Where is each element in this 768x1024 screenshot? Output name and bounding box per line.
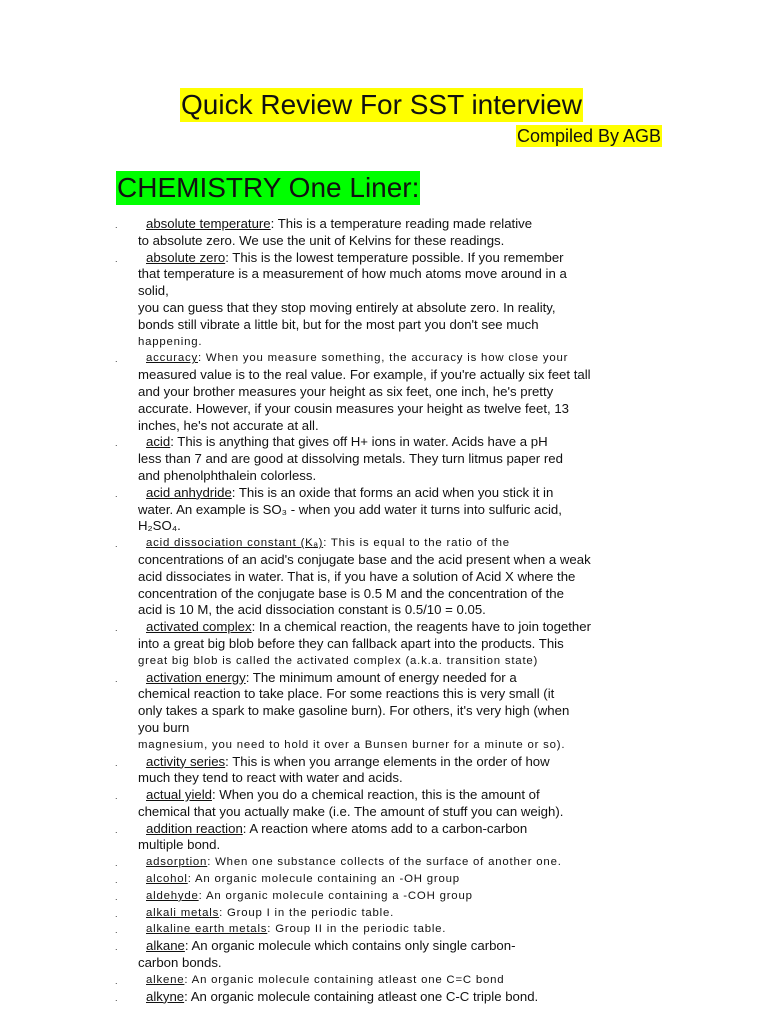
entry-continuation-line: into a great big blob before they can fallback apart into the products. This	[138, 635, 564, 651]
glossary-term: activated complex	[146, 619, 252, 635]
glossary-term: actual yield	[146, 787, 212, 803]
glossary-entry	[0, 250, 768, 351]
entry-continuation-line: bonds still vibrate a little bit, but for the most part you don't see much	[138, 316, 539, 332]
bullet-marker: .	[115, 875, 118, 886]
glossary-term: absolute zero	[146, 249, 226, 265]
glossary-term: alkaline earth metals	[146, 923, 268, 936]
glossary-entry	[0, 216, 768, 250]
glossary-definition: : Group I in the periodic table.	[219, 906, 395, 919]
glossary-term: addition reaction	[146, 820, 243, 836]
bullet-marker: .	[115, 858, 118, 869]
glossary-term: acid dissociation constant (Kₐ)	[146, 537, 324, 550]
entry-continuation-line: acid dissociates in water. That is, if you have a solution of Acid X where the	[138, 568, 576, 584]
bullet-marker: .	[115, 220, 118, 230]
bullet-marker: .	[115, 942, 118, 953]
bullet-marker: .	[115, 791, 118, 802]
entry-continuation-line: multiple bond.	[138, 837, 221, 853]
glossary-definition: : Group II in the periodic table.	[267, 923, 447, 936]
glossary-definition: : The minimum amount of energy needed for a	[245, 669, 517, 685]
glossary-entry	[0, 350, 768, 434]
glossary-entry	[0, 905, 768, 922]
bullet-marker: .	[115, 824, 118, 835]
document-subtitle: Compiled By AGB	[517, 126, 662, 146]
glossary-term: absolute temperature	[146, 216, 271, 231]
glossary-term: acid anhydride	[146, 484, 232, 500]
entry-continuation-line: you burn	[138, 719, 190, 735]
glossary-definition: : This is equal to the ratio of the	[323, 537, 510, 550]
entry-continuation-line: and phenolphthalein colorless.	[138, 467, 317, 483]
glossary-entry	[0, 670, 768, 754]
glossary-entry	[0, 888, 768, 905]
glossary-entry	[0, 921, 768, 938]
entry-continuation-line: you can guess that they stop moving entirely at absolute zero. In reality,	[138, 299, 556, 315]
entry-continuation-line: accurate. However, if your cousin measures your height as twelve feet, 13	[138, 400, 570, 416]
entry-continuation-line: chemical that you actually make (i.e. The amount of stuff you can weigh).	[138, 803, 564, 819]
entry-continuation-line: that temperature is a measurement of how much atoms move around in a	[138, 266, 567, 282]
glossary-term: accuracy	[146, 352, 198, 365]
glossary-definition: : When you do a chemical reaction, this is the amount of	[211, 787, 540, 803]
glossary-definition: : This is when you arrange elements in the order of how	[225, 753, 550, 769]
glossary-entry	[0, 972, 768, 989]
entry-continuation-line: to absolute zero. We use the unit of Kelvins for these readings.	[138, 232, 505, 248]
glossary-entry	[0, 787, 768, 821]
glossary-definition: : An organic molecule which contains only single carbon-	[184, 938, 516, 954]
entry-continuation-line: carbon bonds.	[138, 955, 222, 971]
glossary-term: alcohol	[146, 873, 188, 886]
entry-continuation-line: chemical reaction to take place. For some reactions this is very small (it	[138, 686, 555, 702]
entry-continuation-line: H₂SO₄.	[138, 518, 181, 534]
glossary-entry	[0, 821, 768, 855]
entry-continuation-line: acid is 10 M, the acid dissociation constant is 0.5/10 = 0.05.	[138, 602, 486, 618]
document-title: Quick Review For SST interview	[181, 89, 582, 120]
glossary-term: activation energy	[146, 669, 246, 685]
glossary-definition: : An organic molecule containing atleast one C=C bond	[184, 973, 505, 986]
glossary-term: acid	[146, 434, 171, 450]
glossary-definition: : This is anything that gives off H+ ions in water. Acids have a pH	[170, 434, 548, 450]
glossary-entry	[0, 434, 768, 484]
glossary-definition: : An organic molecule containing a -COH group	[198, 889, 473, 902]
glossary-entry	[0, 754, 768, 788]
entry-continuation-line: less than 7 and are good at dissolving metals. They turn litmus paper red	[138, 451, 563, 467]
bullet-marker: .	[115, 438, 118, 449]
glossary-definition: : When one substance collects of the surface of another one.	[207, 856, 562, 869]
glossary-entry	[0, 938, 768, 972]
glossary-term: alkene	[146, 973, 185, 986]
section-heading: CHEMISTRY One Liner:	[117, 172, 420, 203]
entry-continuation-line: measured value is to the real value. For example, if you're actually six feet tall	[138, 367, 591, 383]
entry-continuation-line: inches, he's not accurate at all.	[138, 417, 319, 433]
glossary-definition: : In a chemical reaction, the reagents have to join together	[251, 619, 591, 635]
glossary-definition: : When you measure something, the accuracy is how close your	[197, 352, 569, 365]
bullet-marker: .	[115, 975, 118, 986]
glossary-term: activity series	[146, 753, 226, 769]
entry-continuation-line: and your brother measures your height as six feet, one inch, he's pretty	[138, 383, 554, 399]
bullet-marker: .	[115, 891, 118, 902]
glossary-list	[0, 216, 768, 1005]
entry-continuation-line: great big blob is called the activated complex (a.k.a. transition state)	[138, 654, 539, 667]
glossary-definition: : An organic molecule containing atleast one C-C triple bond.	[184, 988, 539, 1004]
glossary-definition: : An organic molecule containing an -OH group	[187, 873, 460, 886]
bullet-marker: .	[115, 354, 118, 365]
glossary-entry	[0, 854, 768, 871]
entry-continuation-line: much they tend to react with water and acids.	[138, 770, 403, 786]
glossary-term: alkali metals	[146, 906, 220, 919]
glossary-entry	[0, 989, 768, 1006]
bullet-marker: .	[115, 488, 118, 499]
glossary-definition: : A reaction where atoms add to a carbon-carbon	[242, 820, 528, 836]
glossary-entry	[0, 485, 768, 535]
bullet-marker: .	[115, 925, 118, 936]
entry-continuation-line: happening.	[138, 335, 203, 348]
entry-continuation-line: solid,	[138, 283, 169, 299]
glossary-term: aldehyde	[146, 889, 199, 902]
entry-continuation-line: concentration of the conjugate base is 0.5 M and the concentration of the	[138, 585, 564, 601]
entry-continuation-line: only takes a spark to make gasoline burn). For others, it's very high (when	[138, 703, 570, 719]
entry-continuation-line: magnesium, you need to hold it over a Bunsen burner for a minute or so).	[138, 738, 566, 751]
glossary-entry	[0, 535, 768, 619]
glossary-entry	[0, 871, 768, 888]
bullet-marker: .	[115, 623, 118, 634]
glossary-definition: : This is a temperature reading made relative	[270, 216, 533, 231]
bullet-marker: .	[115, 908, 118, 919]
entry-continuation-line: water. An example is SO₃ - when you add water it turns into sulfuric acid,	[138, 501, 562, 517]
glossary-definition: : This is an oxide that forms an acid when you stick it in	[231, 484, 554, 500]
glossary-definition: : This is the lowest temperature possible. If you remember	[225, 249, 564, 265]
bullet-marker: .	[115, 757, 118, 768]
glossary-term: alkyne	[146, 988, 185, 1004]
bullet-marker: .	[115, 253, 118, 264]
glossary-entry	[0, 619, 768, 669]
bullet-marker: .	[115, 673, 118, 684]
entry-continuation-line: concentrations of an acid's conjugate base and the acid present when a weak	[138, 551, 591, 567]
glossary-term: alkane	[146, 938, 185, 954]
bullet-marker: .	[115, 992, 118, 1003]
bullet-marker: .	[115, 539, 118, 550]
glossary-term: adsorption	[146, 856, 208, 869]
